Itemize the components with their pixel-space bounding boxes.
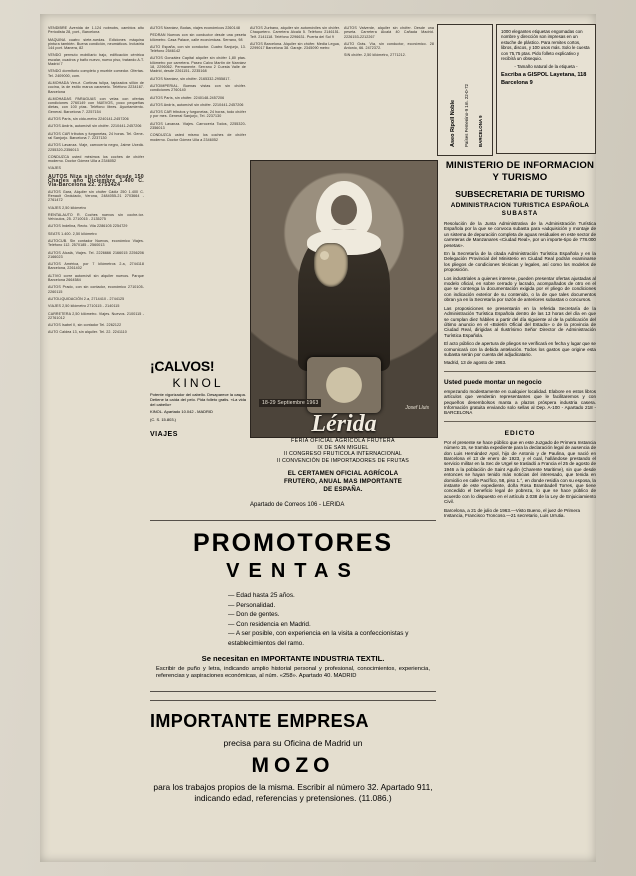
classified-ad: CONDUZCA usted mésimos los coches de chófer moderno. Doctor Gómez Ulla a 2346052: [48, 154, 144, 164]
poster-signature: Josef Lluis: [405, 405, 429, 411]
calvos-title: ¡CALVOS!: [150, 358, 215, 374]
edicto-body: Por el presente se hace público que en este Juzgado de Primera Instancia número 15, se tramita expediente para la declaración legal de ausencia de don Luis Hernández Apol, hijo de Antonio y de Paulina, que nació en Barcelona el 13 de enero de 1923, y el cual, hallándose prestando el servicio militar en la Sec de Urgel se trasladó a Francia el 25 de agosto de 1946 a la población de Saint Agulín (Charente Maritime), sin que desde entonces se hayan tenido más noticias del interesado, que tenida en domicilio en calle Pacífico, 58, piso 1.°, en donde residía con su esposa, la instante de este expediente, doña Rosa Brambadell Torres, que tiene concedido el beneficio legal de pobreza, lo que se hace público de acuerdo con lo dispuesto en el artículo 2.038 de la Ley de Enjuiciamiento Civil.: [444, 439, 596, 505]
poster-claim-line-3: DE ESPAÑA.: [323, 486, 363, 493]
labels-ad: [496, 24, 596, 154]
classified-column-4: [344, 26, 434, 156]
classified-ad: AUTOS Prado, con sin contador, económico 2710105-2260115: [48, 285, 144, 294]
section-heading-viajes-2: VIAJES: [150, 430, 178, 438]
classified-ad: AUTOS Gara, Alquiler sin chófer Cádiz 250 1.400 C. Renault Ondulado, Verona, 2484055-21 2703664 - 2761472: [48, 189, 144, 203]
classified-ad: AUTOS CAR tributos y furgonetas, 24 horas. Tel. Gene-ral Sanjurjo. Barcelona 7. 2237130: [48, 131, 144, 140]
poster-caption-line-1: FERIA OFICIAL AGRÍCOLA FRUTERA: [291, 438, 395, 444]
requirement-item: — A ser posible, con experiencia en la visita a confeccionistas y establecimientos del ramo.: [228, 630, 409, 647]
labels-ad-headline: 1000 elegantes etiquetas engomadas con nombre y dirección son impresas en un estuche de plástico. Para remites cortos, libros, discos, y 100 usos más. Solo le cuesta con 75,75 ptas. Pido folleto explicativo y recibírá un obsequio.: [501, 29, 590, 62]
classified-ad: AUTOS Isabel II, sin contador Tel. 2262122: [48, 323, 122, 328]
classified-ad: VENDIBRE Avenida de 1.124 nobnobs, cambios alto Periodista 28, port., Barcelona: [48, 26, 144, 35]
classified-ad: VENDO dormitorio completo y mueble comedor. Ofertas. Tel. 2409000, com.: [48, 69, 144, 78]
classified-ad: AUTOS Indelina, Recto. Vila 2286105 2254729: [48, 224, 128, 229]
promotores-fine-print: Escribir de puño y letra, indicando amplio historial personal y profesional, conocimientos, experiencia, referencias y aspiraciones económicas, al núm. «258». Apartado 40. MADRID: [156, 666, 430, 680]
classified-ad: VIAJES: [48, 166, 61, 171]
poster-caption: [250, 438, 436, 464]
empresa-ad: [150, 700, 436, 804]
classified-ad: AUTOS América, por 7 kilómetros 2.a, 2744118 Barcelona, 2261402: [48, 262, 144, 271]
classified-ad: AUTOS Lavanza. Viajes. Carrocería Todos, 2255320-2356013: [150, 121, 246, 131]
vertical-ad-line-1: Aseo Ripoll Noble: [450, 99, 456, 147]
edicto-title: EDICTO: [504, 429, 536, 437]
vertical-ad-line-2: Países Femenino-9 1m. 22-0-72: [464, 84, 469, 147]
poster-figure: [292, 177, 396, 367]
classified-ad: ALTIVO corre automóvil sin alquiler nuevos. Parque Barcelona 2664584: [48, 273, 144, 283]
ministry-notice: [444, 160, 596, 521]
classified-ad: AUTOS CAR tributos y furgonetas, 24 horas, todo chófer y por mes. General Sanjurjo, Tel. 2237130: [150, 110, 246, 119]
ministry-title: MINISTERIO DE INFORMACION Y TURISMO: [445, 160, 595, 183]
section-heading-viajes: AUTOS Niza sin chófer desde 150 Charles año Diciembre 1.400 C. Via-Barcelona 22. 2753424: [48, 173, 144, 189]
classified-ad: CONDUZCA usted mismo los coches de chófer moderno. Doctor Gómez Ulla a 2346052: [150, 133, 246, 142]
poster-claim-line-2: FRUTERO, ANUAL MAS IMPORTANTE: [283, 478, 403, 485]
classified-ad: ALMOHADA Ven-é. Cortinas tulipa, tapizados sillón de cocina, la de estilo marca caramelo. Teléfono 2234167. Barcelona: [48, 80, 144, 94]
poster-face: [331, 195, 357, 225]
ministry-date: Madrid, 13 de agosto de 1963.: [444, 360, 507, 366]
business-ad-headline: Usted puede montar un negocio: [444, 378, 542, 386]
requirement-item: — Personalidad.: [228, 601, 276, 609]
poster-claim: [250, 470, 436, 508]
poster-fruit: [314, 243, 348, 287]
poster-city-title: Lérida: [311, 411, 377, 437]
promotores-title-1: PROMOTORES: [192, 529, 394, 557]
classified-ad: AUTOS González Capital alquiler sin chófer 1,80 ptas. kilómetro por carretera. Paseo Calvo Martín de Narváez 18, 2296062. Permanente. Serrano 2 Cuesta Valle de Madrid, desde 2261151- 2235168: [150, 56, 246, 74]
empresa-body: para los trabajos propios de la misma. Escribir al número 32. Apartado 911, indicando edad, referencias y pretensiones. (11.086.): [153, 782, 433, 803]
classified-ad: RENTALAUTO R. Coches nuevos sin coche-tor. Vehículos, 25. 2710015 - 2135275: [48, 212, 144, 222]
classified-ad: AUTOS Andrís, automóvil sin chófer. 2210441-2457206: [48, 124, 142, 129]
classified-ad: AUTOS París, sin cido-metro 2240141-2457206: [48, 117, 129, 122]
classified-ad: AUTOS Valverde, alquiler sin chófer. Desde una peseta. Carretera Alcalá 40 Cañada Madrid. 2226153-2212267: [344, 26, 434, 39]
classified-ad: SEATS 1.400. 2,50 kilómetro: [48, 231, 97, 236]
poster-caption-line-2: IX DE SAN MIGUEL: [317, 444, 369, 451]
requirement-item: — Don de gentes.: [228, 611, 280, 618]
poster-caption-line-3: II CONGRESO FRUTICOLA INTERNACIONAL: [284, 451, 402, 458]
divider: [444, 421, 596, 422]
ministry-office: ADMINISTRACION TURISTICA ESPAÑOLA: [450, 202, 590, 209]
calvos-ad: [150, 358, 246, 438]
calvos-body: Potente vigorizador del cabello. Desaparece la caspa. Detiene la caída del pelo. Pida folleto gratis. «La vida del cabello»: [150, 392, 246, 407]
classified-ad: MAQUINA cuatro siete-ruedas. Ediciones máquina pintura también. Buena condición, neumáticos. Industria 144 port. Manera, 82: [48, 37, 144, 51]
classified-ad: VIAJES 2,50 kilómetro 2710115 - 2140115: [48, 304, 120, 309]
classified-ad: AUTOS Narváez, sin chófer. 2165332-2955817.: [150, 76, 231, 81]
empresa-job-title: MOZO: [251, 754, 335, 777]
calvos-brand-line: KINOL. Apartado 10.042 - MADRID: [150, 409, 213, 415]
promotores-title-2: VENTAS: [226, 560, 360, 582]
calvos-registry: (C. S. 15.803.): [150, 417, 177, 423]
classified-ad: CARRETERA 2,50 kilómetro. Viajes. Nuevos. 2100115 - 22761012: [48, 311, 144, 320]
classified-ad: ALMOHADAS PARAGUAS con velas con ofertas condiciones 2760149 con NUEVOS, poco pequeñas dietas, con 100 ptas. Teléfono libres. Ayuntamiento. General. Barcelona 7. 2257154: [48, 96, 144, 114]
classified-ad: AUTOCUB. Sin contador Nuevos, económico Viajes. Teléfono 112. 2570185 - 2560013: [48, 238, 144, 248]
poster-caption-line-4: II CONVENCIÓN DE IMPORTADORES DE FRUTAS: [277, 457, 409, 464]
empresa-title: IMPORTANTE EMPRESA: [150, 711, 369, 731]
classified-ad: AUTOS Alcalá, Viajes. Tel. 2226666 2166015 2256206 2166023: [48, 250, 144, 259]
promotores-ad: [150, 520, 436, 692]
divider: [444, 371, 596, 372]
labels-ad-size-note: - Tamaño natural de la etiqueta -: [514, 64, 578, 70]
classified-column-2: [150, 26, 246, 356]
classified-ad: VIAJES 2,50 kilómetro: [48, 205, 87, 210]
labels-ad-address: Escriba a GISPOL Layetana, 118: [501, 71, 587, 78]
classified-ad: AUTO Caldea 13, sin alquiler. Tel. 22. 2241110: [48, 330, 127, 335]
ministry-paragraph: Los industriales a quienes interese, pueden presentar ofertas ajustadas al modelo oficial, en sobre cerrado y lacrado, acompañados de otro en el que se contenga la documentación exigida por el pliego de condiciones con indicación exterior de su contenido, o la de que tales documentos obran ya en la Secretaría por razón de anteriores subastas o concursos.: [444, 275, 596, 303]
vertical-ad-line-3: BARCELONA 9: [478, 115, 483, 147]
promotores-need-line: Se necesitan en IMPORTANTE INDUSTRIA TEXTIL.: [201, 654, 385, 663]
classified-column-3: [250, 26, 340, 156]
classified-ad: AUTOIMPERIAL. Buenas vistas con sin chófer. condiciones 2760140: [150, 83, 246, 93]
empresa-subtitle: precisa para su Oficina de Madrid un: [223, 738, 363, 748]
classified-ad: AUTOLIQUIDACIÓN 2.a, 2714410 - 2744125: [48, 296, 125, 301]
classified-ad: SIN chófer. 2,50 kilómetro, 2771212.: [344, 53, 406, 58]
calvos-brand: KINOL: [172, 376, 224, 390]
requirement-item: — Con residencia en Madrid.: [228, 620, 311, 628]
classified-column-1: [48, 26, 144, 846]
vertical-rotated-ad: [437, 24, 493, 156]
classified-ad: AUTO España, con sin conductor. Cuatro Sanjurjo, 13. Teléfono 2546142: [150, 44, 246, 54]
poster-claim-line-1: EL CERTAMEN OFICIAL AGRÍCOLA: [287, 470, 399, 477]
ministry-paragraph: En la Secretaría de la citada Administración Turística Española y en la Delegación Provincial del Ministerio en Ciudad Real podrán examinarse los pliegos de condiciones técnicas y legales, así como los modelos de proposición.: [444, 251, 596, 273]
classified-ad: AUTOS Andrís, automóvil sin chófer. 2210441-2457206: [150, 102, 244, 107]
classified-ad: AUTO Grás. Vía, sin conductor, económico. 28 Antonio, 66. 2472372.: [344, 41, 434, 51]
classified-ad: AUTOS Barcelona. Alquiler sin chófer. Media Legua, 2299017 Barcelona 38. Garaje. 2345090 metro: [250, 41, 340, 51]
poster-address: Apartado de Correos 106 - LERIDA: [250, 502, 345, 508]
labels-ad-city: Barcelona 9: [501, 80, 533, 87]
lerida-fair-poster: [250, 160, 438, 438]
ministry-paragraph: Resolución de la Junta Administrativa de la Administración Turística Española por la que se convoca subasta para «adquisición y montaje de un sistema de depuración completa de aguas residuales en este sector de carreteras de Manzanares «Ciudad Real», por un importe-tipo de 778.000 pesetas».: [444, 221, 596, 248]
classified-ad: PEDRAN Nuevos con sin conductor desde una peseta kilómetro. Casa Palace, calle económicas. Serrano, 98: [150, 33, 246, 42]
classified-ad: AUTOS París, sin chófer. 2240148-2457206: [150, 95, 225, 100]
edicto-signature: Barcelona, a 21 de julio de 1963.—Visto Bueno, el juez de Primera Instancia, Francisco Troncoso.—21 secretario, Luis Urrutia.: [444, 507, 581, 519]
requirement-item: — Edad hasta 25 años.: [228, 592, 295, 599]
classified-ad: AUTOS Narváez, Bodas, viajes económicos 2260148: [150, 26, 240, 30]
poster-date-badge: 18-29 Septiembre 1963: [259, 399, 321, 407]
classified-ad: AUTOS Lavanza. Viaje, carrocería negro, Jaime Ucedá. 2255320-2356013: [48, 143, 144, 152]
classified-ad: VENDO permuto mobiliario bajo, edificación céntrica escalar, cuadros y baño nuevo, nuevo piso, tratando A.T. Madrid 7: [48, 53, 144, 67]
ministry-notice-type: SUBASTA: [501, 210, 539, 217]
promotores-requirements: [228, 591, 436, 648]
ministry-subtitle: SUBSECRETARIA DE TURISMO: [455, 189, 585, 199]
ministry-paragraph: El acto público de apertura de pliegos se verificará en fecha y lugar que se comunicará con la debida antelación. Todos los gastos que origine esta subasta serán por cuenta del adjudicatario.: [444, 341, 596, 357]
classified-ad: AUTOS Zurbano, alquiler sin automóviles sin chófer. Chaquetero. Carretera Alcalá 5. Teléfono 2146151. Telf. 2141118. Teléfono 2296631. Puerta del Sol 9: [250, 26, 340, 39]
business-ad-body: empezando modestamente en cualquier localidad. Elabore en estos libros artículos que venderán representantes que le facilitaremos y con pequeños desembolsos manta a plazos próspera industria casera. Información gratuita enviando solo sellas al Dep. A-100 - Apartado 218 - BARCELONA: [444, 388, 596, 416]
ministry-paragraph: Las proposiciones se presentarán en la referida Secretaría de la Administración Turística Española dentro de las 13 horas del día en que se cumplan diez hábiles a partir del día siguiente al de la publicación del último anuncio en el «Boletín Oficial del Estado» o de la provincia de Ciudad Real, dirigidas al Ilustrísimo Señor Director de Administración Turística Española.: [444, 305, 596, 338]
